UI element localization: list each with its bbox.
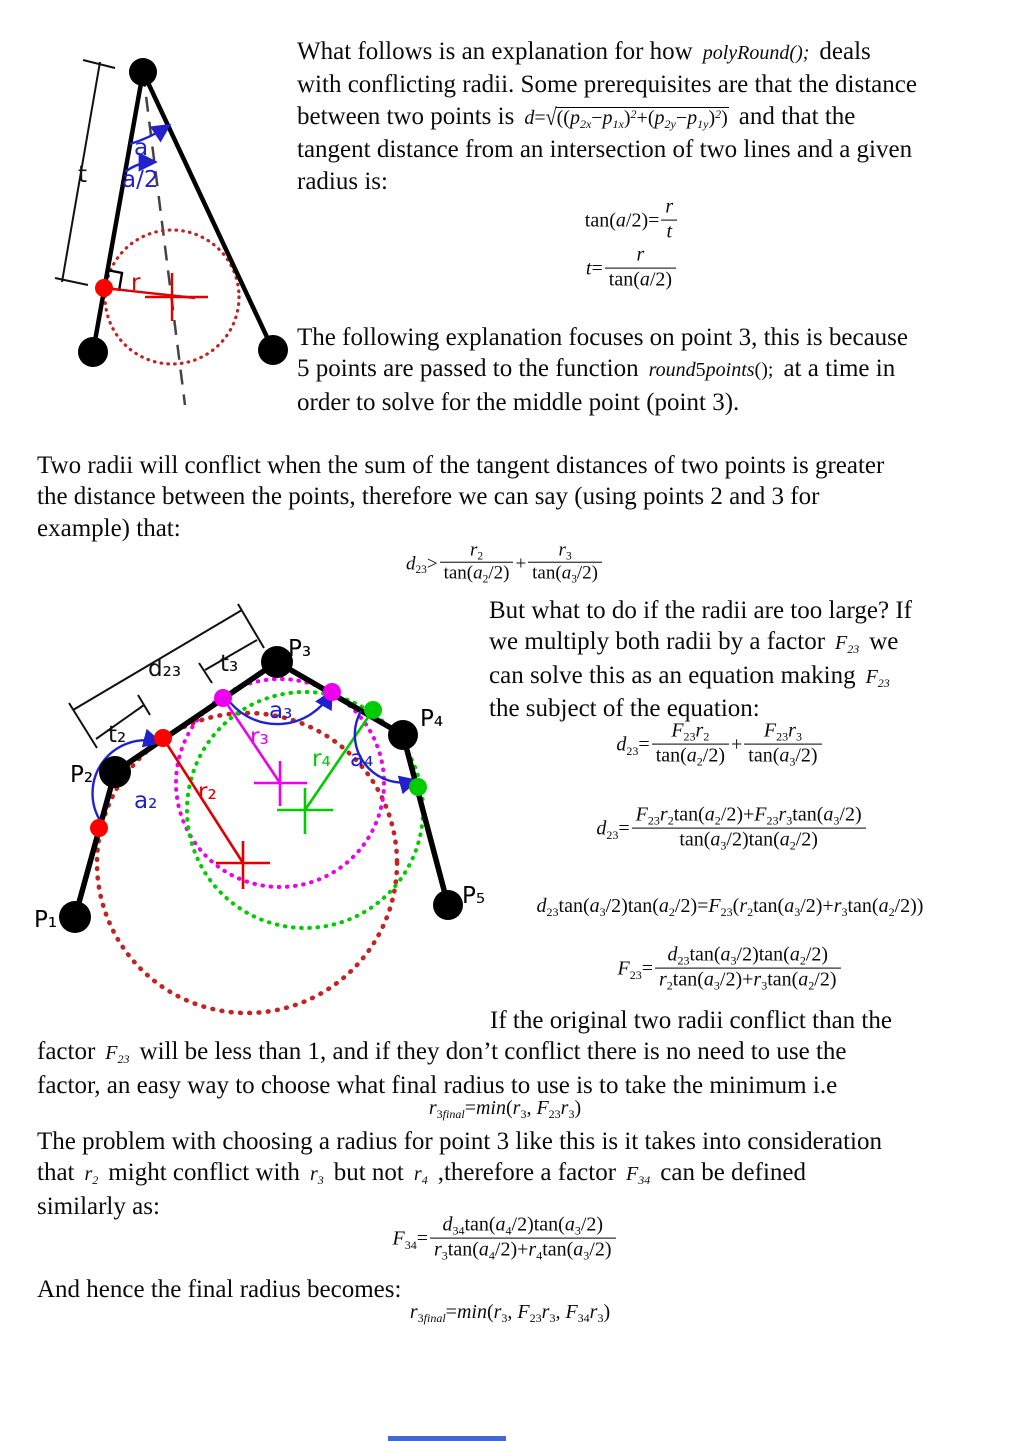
polyline-p1-p5 — [75, 662, 448, 917]
formula-r3final-min1: r3final=min(r3, F23r3) — [428, 1097, 582, 1121]
tangent-dot-magenta-a — [214, 689, 232, 707]
bottom-right-point-dot — [258, 335, 288, 365]
label-a4: a₄ — [350, 746, 374, 772]
tangent-dot-red-b — [154, 729, 172, 747]
formula-f23: F23= $\frac{d23\tan(a3/2)\tan(a2/2)}{r2\tan(a3/2)+r3\tan(a2/2)}$ — [540, 946, 920, 994]
label-d23: d₂₃ — [148, 656, 182, 682]
problem-paragraph: The problem with choosing a radius for point 3 like this is it takes into consideration that r2 might conflict with r3 but not r4 ,therefore a factor F34 can be defined similarly as: — [37, 1128, 882, 1220]
label-t3: t₃ — [220, 651, 239, 677]
tangent-dot-magenta-b — [323, 683, 341, 701]
label-p1: P₁ — [34, 907, 58, 933]
label-p5: P₅ — [462, 883, 486, 909]
label-a2: a₂ — [134, 788, 158, 814]
label-r: r — [131, 270, 141, 296]
bottom-blue-marker — [388, 1436, 506, 1441]
conflict-paragraph: Two radii will conflict when the sum of the tangent distances of two points is greater the distance between the points, therefore we can say (using points 2 and 3 for example) that: — [37, 452, 885, 542]
label-p3: P₃ — [288, 636, 312, 662]
tangent-dot-green-a — [364, 701, 382, 719]
intro-paragraph: What follows is an explanation for how polyRound(); deals with conflicting radii. Some prerequisites are that the distance between two points is $d=√((p2x-p1x)^2+(p2y-p1y)^2)$ and that the tangent distance from an intersection of two lines and a given radius is: — [297, 38, 917, 195]
label-r4: r₄ — [312, 746, 331, 772]
point-p4-dot — [388, 720, 418, 750]
formula-d23-inequality: d23> $\frac{r2}{\tan(a2/2)}$ + $\frac{r3}{\tan(a3/2)}$ — [340, 542, 670, 588]
label-t2: t₂ — [108, 722, 127, 748]
label-r2: r₂ — [198, 779, 217, 805]
formula-d23-with-factor: d23= $\frac{F23r2}{\tan(a2/2)}$ + $\frac{F23r3}{\tan(a3/2)}$ — [560, 722, 880, 770]
apex-point-dot — [129, 58, 157, 86]
tangent-dot-green-b — [409, 778, 427, 796]
point-p1-dot — [59, 901, 91, 933]
label-t: t — [78, 162, 88, 188]
formula-tangent-distance: t= $\frac{r}{\tan(a/2)}$ — [502, 246, 762, 294]
point-p2-dot — [99, 756, 131, 788]
original-radii-paragraph: If the original two radii conflict than the factor F23 will be less than 1, and if they don’t conflict there is no need to use the factor, an easy way to choose what final radius to use is to take the minimum i.e — [37, 1007, 892, 1099]
formula-tan-half-angle: tan(a/2)= $\frac{r}{t}$ — [502, 198, 762, 246]
butwhat-paragraph: But what to do if the radii are too large? If we multiply both radii by a factor F23 we can solve this as an equation making F23 the subject of the equation: — [489, 597, 913, 723]
corner-lines — [93, 72, 273, 352]
label-p4: P₄ — [420, 706, 444, 732]
formula-cross-multiplied: d23tan(a3/2)tan(a2/2)=F23(r2tan(a3/2)+r3tan(a2/2)) — [536, 895, 924, 919]
bottom-left-point-dot — [78, 337, 108, 367]
five-point-polyline-diagram — [26, 594, 510, 1046]
tangent-dot-red-a — [90, 819, 108, 837]
r4-radius-and-center — [277, 710, 373, 834]
label-r3: r₃ — [250, 724, 269, 750]
formula-f34: F34= $\frac{d34\tan(a4/2)\tan(a3/2)}{r3\tan(a4/2)+r4\tan(a3/2)}$ — [305, 1216, 705, 1264]
tangent-distance-diagram — [30, 40, 310, 425]
hence-paragraph: And hence the final radius becomes: — [37, 1276, 402, 1303]
formula-d23-combined-fraction: d23= $\frac{F23r2\tan(a2/2)+F23r3\tan(a3/2)}{\tan(a3/2)\tan(a2/2)}$ — [512, 806, 952, 854]
point-p5-dot — [433, 890, 463, 920]
label-a-half: a/2 — [122, 167, 159, 193]
label-a: a — [134, 135, 149, 161]
tangent-point-dot — [95, 279, 113, 297]
focus-paragraph: The following explanation focuses on point 3, this is because 5 points are passed to the function round5points(); at a time in order to solve for the middle point (point 3). — [297, 324, 908, 416]
formula-r3final-min2: r3final=min(r3, F23r3, F34r3) — [409, 1301, 611, 1325]
label-a3: a₃ — [269, 698, 293, 724]
label-p2: P₂ — [70, 762, 94, 788]
